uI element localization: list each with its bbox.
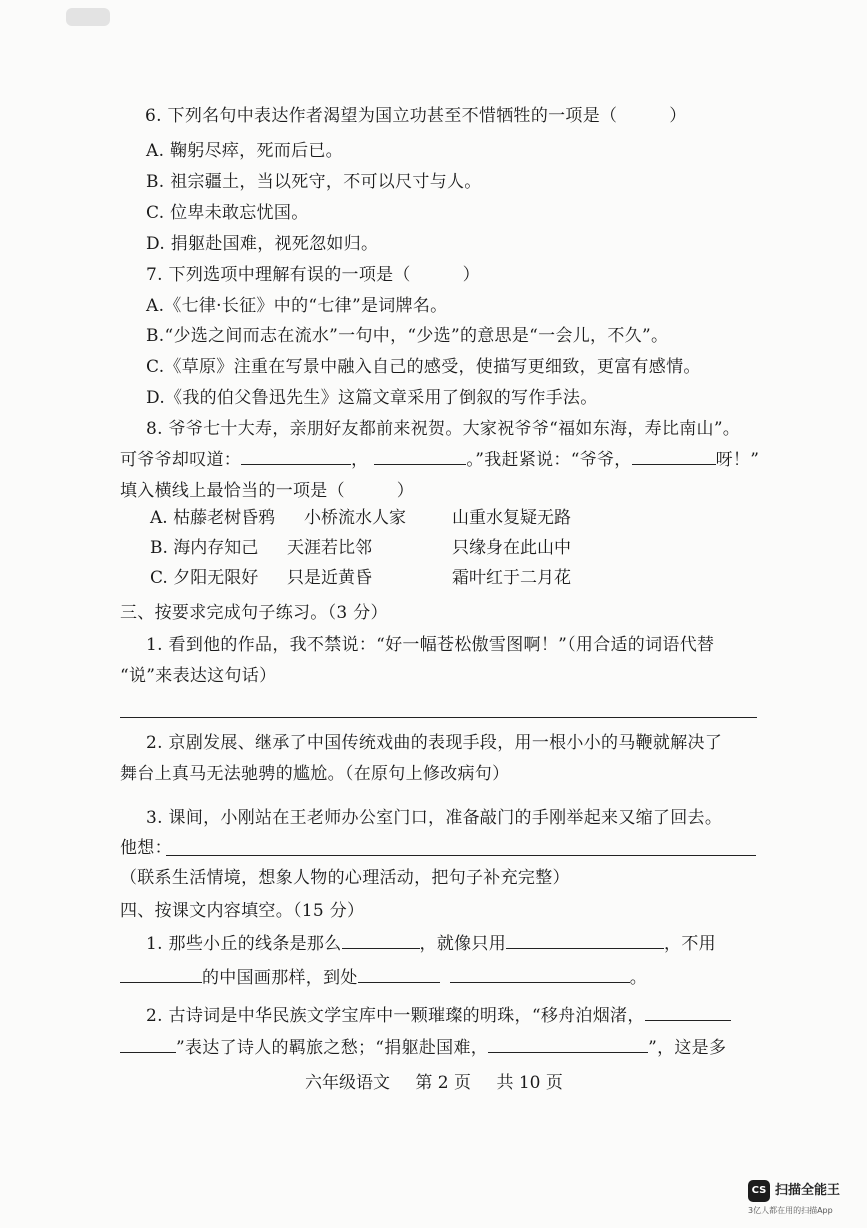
q8-text-b: ， [351,450,369,470]
q7-option-a: A.《七律·长征》中的“七律”是词牌名。 [146,296,448,316]
footer-page: 第 2 页 [415,1073,472,1093]
q7-option-d: D.《我的伯父鲁迅先生》这篇文章采用了倒叙的写作手法。 [146,388,598,408]
q6-option-c: C. 位卑未敢忘忧国。 [146,203,309,223]
q8-text-d: 呀！” [715,450,760,470]
s4-q1-text-a: 1. 那些小丘的线条是那么 [146,934,342,954]
footer-subject: 六年级语文 [305,1073,390,1093]
footer-total: 共 10 页 [496,1073,563,1093]
s3-q3-answer-line[interactable] [166,855,756,856]
s3-q2-line2: 舞台上真马无法驰骋的尴尬。（在原句上修改病句） [120,764,510,784]
s4-q1-blank-5[interactable] [450,966,630,983]
s4-q2-blank-2[interactable] [120,1036,176,1053]
q8-text-c: 。”我赶紧说：“爷爷， [466,450,632,470]
scanner-name: 扫描全能王 [775,1183,841,1198]
q8-option-b-3: 只缘身在此山中 [452,538,571,558]
q8-blank-1[interactable] [241,448,351,465]
s4-q1-line2 [120,966,647,990]
q6-option-d: D. 捐躯赴国难，视死忽如归。 [146,234,379,254]
s4-q1-blank-2[interactable] [506,932,664,949]
scanner-tagline: 3亿人都在用的扫描App [748,1206,833,1215]
q8-option-c-1: C. 夕阳无限好 [150,568,259,588]
page-footer [305,1071,583,1095]
q8-blank-2[interactable] [374,448,466,465]
s3-q3-line1: 3. 课间，小刚站在王老师办公室门口，准备敲门的手刚举起来又缩了回去。 [146,808,723,828]
q8-option-c-3: 霜叶红于二月花 [452,568,571,588]
scan-smudge [66,8,110,26]
q8-stem: 8. 爷爷七十大寿，亲朋好友都前来祝贺。大家祝爷爷“福如东海，寿比南山”。 [146,419,741,439]
q8-option-a-3: 山重水复疑无路 [452,508,571,528]
s4-q1-blank-1[interactable] [342,932,420,949]
section-4-title: 四、按课文内容填空。（15 分） [120,901,365,921]
q7-option-c: C.《草原》注重在写景中融入自己的感受，使描写更细致，更富有感情。 [146,357,701,377]
s3-q3-instruction: （联系生活情境，想象人物的心理活动，把句子补充完整） [120,868,570,888]
s4-q2-line1 [146,1004,731,1028]
s4-q2-line2 [120,1036,726,1060]
q8-text-a: 可爷爷却叹道： [120,450,242,470]
q7-option-b: B.“少选之间而志在流水”一句中，“少选”的意思是“一会儿，不久”。 [146,326,669,346]
s4-q2-text-b: ”表达了诗人的羁旅之愁；“捐躯赴国难， [176,1038,489,1058]
s3-q3-prefix: 他想： [120,838,172,858]
q8-prompt: 填入横线上最恰当的一项是（ ） [120,481,415,501]
s4-q1-blank-4[interactable] [358,966,440,983]
s4-q1-blank-3[interactable] [120,966,202,983]
section-3-title: 三、按要求完成句子练习。（3 分） [120,603,388,623]
s4-q1-text-d: 的中国画那样，到处 [202,968,358,988]
q6-option-a: A. 鞠躬尽瘁，死而后已。 [146,141,343,161]
s3-q1-line1: 1. 看到他的作品，我不禁说：“好一幅苍松傲雪图啊！”（用合适的词语代替 [146,635,715,655]
q8-option-c-2: 只是近黄昏 [287,568,372,588]
q8-option-a-2: 小桥流水人家 [304,508,406,528]
q8-option-b-1: B. 海内存知己 [150,538,259,558]
q6-stem: 6. 下列名句中表达作者渴望为国立功甚至不惜牺牲的一项是（ ） [145,106,687,126]
s3-q2-line1: 2. 京剧发展、继承了中国传统戏曲的表现手段，用一根小小的马鞭就解决了 [146,733,723,753]
q6-option-b: B. 祖宗疆土，当以死守，不可以尺寸与人。 [146,172,482,192]
q8-option-a-1: A. 枯藤老树昏鸦 [150,508,276,528]
s4-q2-text-a: 2. 古诗词是中华民族文学宝库中一颗璀璨的明珠，“移舟泊烟渚， [146,1006,645,1026]
s4-q2-blank-1[interactable] [645,1004,731,1021]
s4-q1-line1 [146,932,716,956]
s4-q2-blank-3[interactable] [488,1036,648,1053]
s4-q1-text-b: ，就像只用 [419,934,507,954]
q8-option-b-2: 天涯若比邻 [287,538,372,558]
camscanner-logo-icon: CS [748,1180,770,1202]
s3-q1-line2: “说”来表达这句话） [120,666,277,686]
s4-q1-text-c: ，不用 [664,934,716,954]
q7-stem: 7. 下列选项中理解有误的一项是（ ） [146,265,480,285]
s4-q2-text-c: ”，这是多 [648,1038,727,1058]
scanner-watermark [748,1176,860,1220]
q8-blank-3[interactable] [632,448,716,465]
s3-q1-answer-line[interactable] [120,717,757,718]
s4-q1-text-e: 。 [629,968,648,988]
q8-line2 [120,448,759,472]
